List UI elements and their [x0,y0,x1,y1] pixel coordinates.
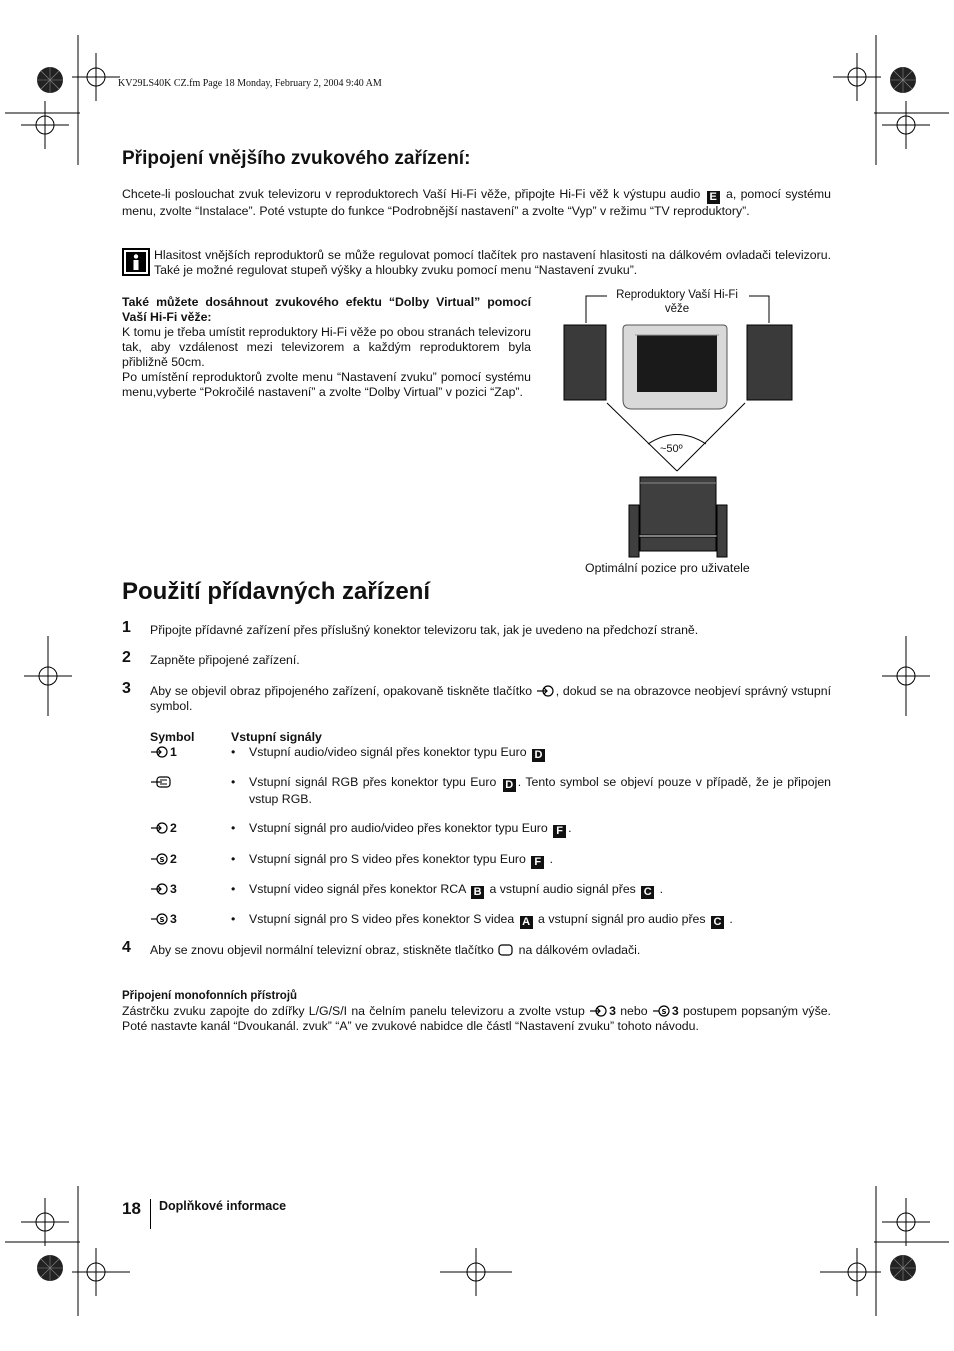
input-icon [150,822,170,834]
connector-badge: F [531,856,544,869]
input-icon [589,1005,609,1017]
footer-divider [150,1199,151,1229]
signal-cell: • Vstupní signál RGB přes konektor typu Euro D . Tento symbol se objeví pouze v případě, že je připojen vstup RGB. [231,775,832,806]
bullet: • [231,882,236,896]
svg-text:S: S [661,1008,667,1016]
info-note: Hlasitost vnějších reproduktorů se může regulovat pomocí tlačítek pro nastavení hlasitosti na dálkovém ovladači televizoru. Také je možné regulovat stupeň výšky a hloubky zvuku pomocí menu “Nastavení zvuku”. [154,248,831,277]
bullet: • [231,912,236,926]
signal-cell: • Vstupní audio/video signál přes konektor typu Euro D [231,745,831,762]
section1-title: Připojení vnějšího zvukového zařízení: [122,148,471,169]
signal-cell: • Vstupní signál pro audio/video přes konektor typu Euro F . [231,821,572,837]
bullet: • [231,775,236,789]
connector-badge: F [553,825,566,838]
connector-badge: A [520,916,533,929]
connector-badge: D [532,749,545,762]
tv-button-icon [497,944,515,956]
footer-section: Doplňkové informace [159,1199,287,1213]
svg-text:S: S [159,856,165,864]
signal-cell: • Vstupní signál pro S video přes konektor typu Euro F . [231,852,554,868]
file-info-header: KV29LS40K CZ.fm Page 18 Monday, February 2, 2004 9:40 AM [118,78,382,89]
symbol-cell [150,775,172,789]
step-number-1: 1 [122,619,131,636]
input-button-icon [536,685,556,697]
dolby-text-2: Po umístění reproduktorů zvolte menu “Nastavení zvuku” pomocí systému menu,vyberte “Pokročilé nastavení” a zvolte “Dolby Virtual” v pozici “Zap”. [122,370,531,399]
angle-label: ~50º [660,443,683,455]
signal-cell: • Vstupní video signál přes konektor RCA B a vstupní audio signál přes C . [231,882,664,898]
info-icon [122,248,150,276]
connector-badge: C [711,916,724,929]
step-number-4: 4 [122,939,131,956]
signals-column-header: Vstupní signály [231,730,322,744]
input-icon [150,883,170,895]
bullet: • [231,852,236,866]
dolby-heading: Také můžete dosáhnout zvukového efektu “Dolby Virtual” pomocí Vaší Hi-Fi věže: [122,295,531,324]
step-text-3: Aby se objevil obraz připojeného zařízení, opakovaně tiskněte tlačítko , dokud se na obrazovce neobjeví správný vstupní symbol. [150,684,831,713]
symbol-cell: 2 [150,821,177,835]
step-number-3: 3 [122,680,131,697]
bullet: • [231,745,236,759]
connector-badge: E [707,191,720,204]
step-number-2: 2 [122,649,131,666]
symbol-cell: S 2 [150,852,177,866]
dolby-block [122,295,531,400]
symbol-cell: 1 [150,745,177,759]
step-text-2: Zapněte připojené zařízení. [150,653,300,667]
connector-badge: B [471,886,484,899]
connector-badge: D [503,779,516,792]
section2-title: Použití přídavných zařízení [122,578,431,605]
svideo-input-icon [652,1005,672,1017]
dolby-setup-figure [555,285,805,570]
input-icon [150,746,170,758]
bullet: • [231,821,236,835]
svideo-input-icon [150,853,170,865]
svideo-input-icon [150,913,170,925]
symbol-column-header: Symbol [150,730,195,744]
symbol-cell: 3 [150,882,177,896]
step-text-4: Aby se znovu objevil normální televizní obraz, stiskněte tlačítko na dálkovém ovladači. [150,943,641,957]
rgb-input-icon [150,776,172,788]
svg-text:S: S [159,916,165,924]
mono-block [122,989,831,1034]
mono-heading: Připojení monofonních přístrojů [122,990,298,1002]
dolby-text-1: K tomu je třeba umístit reproduktory Hi-Fi věže po obou stranách televizoru tak, aby vzdálenost mezi televizorem a každým reproduktorem byla přibližně 50cm. [122,325,531,369]
section1-paragraph: Chcete-li poslouchat zvuk televizoru v reproduktorech Vaší Hi-Fi věže, připojte Hi-Fi věž k výstupu audio E a, pomocí systému menu, zvolte “Instalace”. Poté vstupte do funkce “Podrobnější nastavení” a zvolte “Vyp” v režimu “TV reproduktory”. [122,187,832,218]
speakers-label: Reproduktory Vaší Hi-Fi věže [616,289,738,315]
mono-text: Zástrčku zvuku zapojte do zdířky L/G/S/I na čelním panelu televizoru a zvolte vstup 3 nebo S 3 postupem popsaným výše. Poté nastavte kanál “Dvoukanál. zvuk” “A” ve zvukové nabidce dle částl “Nastavení zvuku” tohoto návodu. [122,1004,831,1033]
page-number: 18 [122,1199,141,1218]
signal-cell: • Vstupní signál pro S video přes konektor S videa A a vstupní signál pro audio přes C . [231,912,733,928]
step-text-1: Připojte přídavné zařízení přes příslušný konektor televizoru tak, jak je uvedeno na předchozí straně. [150,623,699,637]
viewer-label: Optimální pozice pro uživatele [585,561,750,575]
symbol-cell: S 3 [150,912,177,926]
connector-badge: C [641,886,654,899]
